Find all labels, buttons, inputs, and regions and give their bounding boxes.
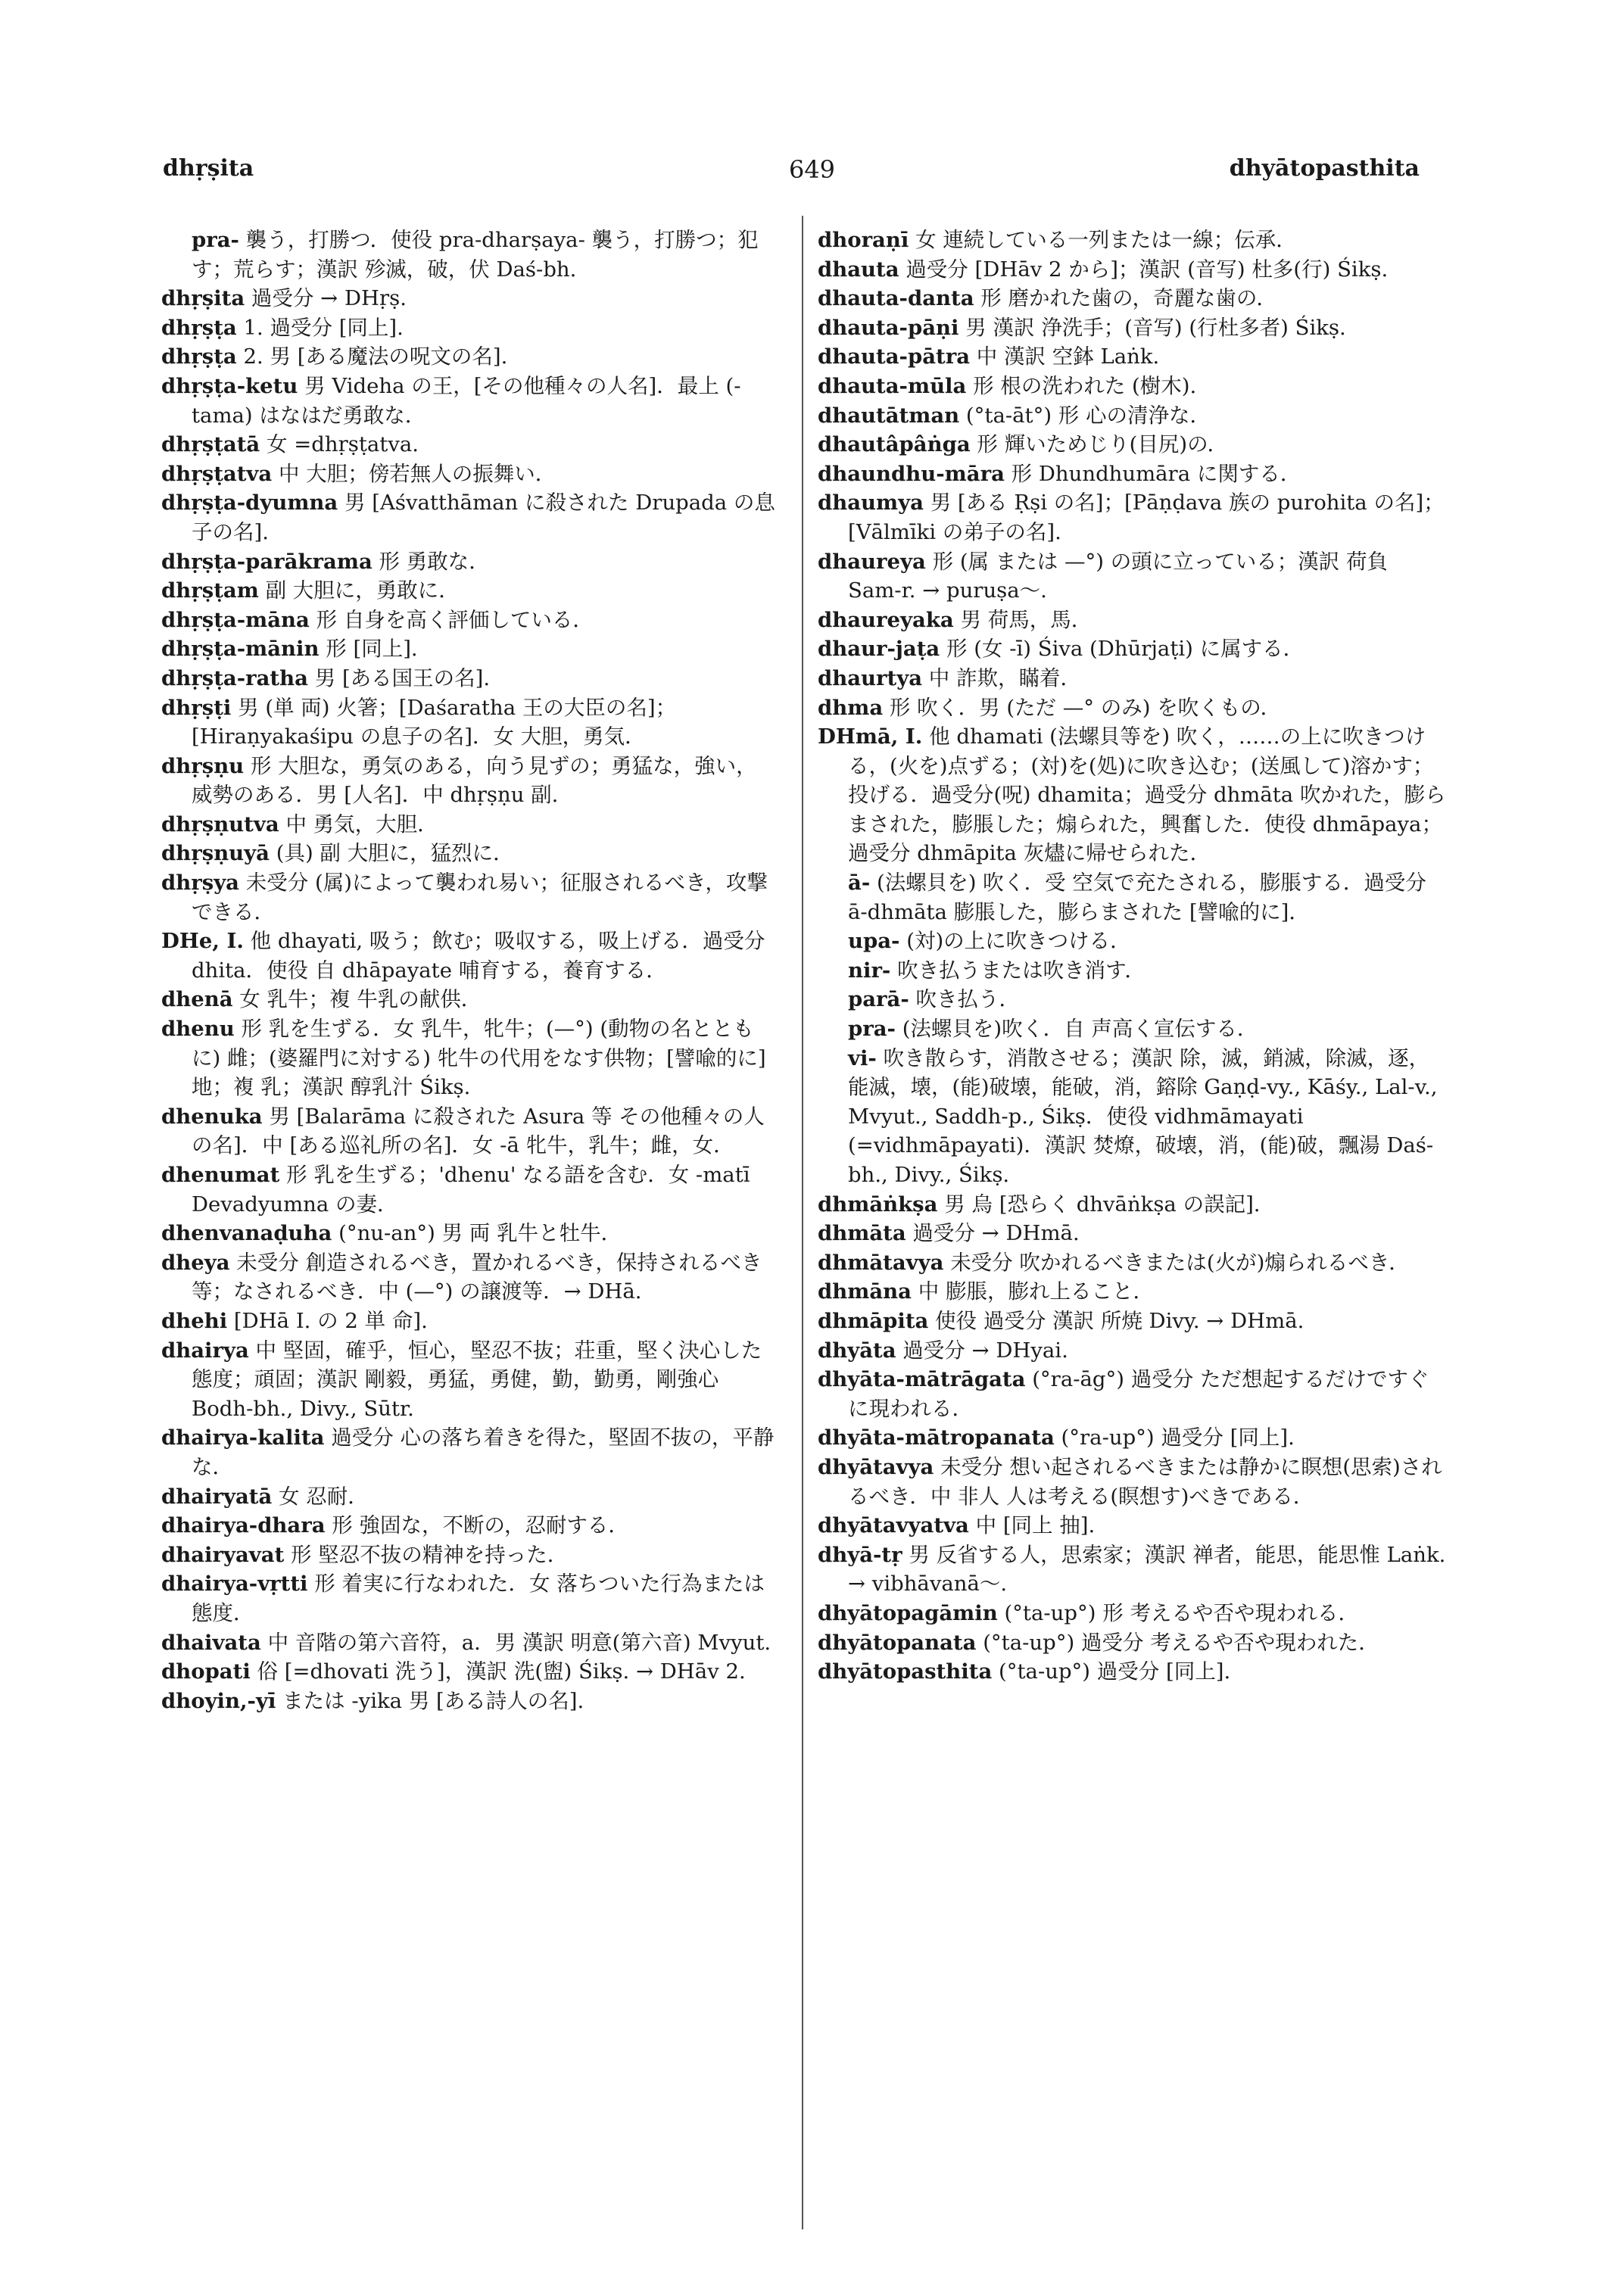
entry-headword: dhoraṇī (818, 228, 909, 252)
entry-headword: dhairya-vṛtti (161, 1572, 308, 1597)
entry-definition: 形 [同上]. (326, 637, 418, 662)
entry-definition: 男 (単 両) 火箸；[Daśaratha 王の大臣の名]；[Hiraṇyakaśipu の息子の名]．女 大胆，勇気． (192, 695, 677, 749)
entry-definition: 1. 過受分 [同上]. (243, 315, 404, 340)
left-column (161, 226, 776, 1715)
entry-definition: 男 [Aśvatthāman に殺された Drupada の息子の名]. (192, 491, 775, 544)
right-column (818, 226, 1446, 1687)
entry-headword: dhṛṣṭa-ratha (161, 665, 308, 690)
dictionary-entry (161, 342, 776, 372)
entry-definition: 形 磨かれた歯の，奇麗な歯の． (980, 286, 1277, 311)
entry-definition: (法螺貝を)吹く．自 声高く宣伝する． (902, 1017, 1258, 1042)
dictionary-entry (818, 1014, 1446, 1044)
dictionary-entry (161, 460, 776, 489)
entry-definition: 副 大胆に，勇敢に． (265, 578, 460, 603)
entry-headword: dhṛṣṭa-parākrama (161, 549, 372, 574)
dictionary-entry (818, 1599, 1446, 1628)
dictionary-entry (161, 1219, 776, 1248)
entry-definition: 吹き払うまたは吹き消す． (897, 958, 1146, 983)
entry-definition: (°ra-āg°) 過受分 ただ想起するだけですぐに現われる． (848, 1367, 1429, 1421)
dictionary-entry (161, 1482, 776, 1512)
dictionary-entry (161, 1511, 776, 1541)
dictionary-entry (818, 722, 1446, 868)
dictionary-entry (818, 430, 1446, 460)
column-divider (802, 216, 803, 2229)
entry-definition: (具) 副 大胆に，猛烈に． (276, 841, 514, 866)
entry-definition: 男 荷馬，馬． (960, 607, 1093, 632)
entry-headword: dhyātopasthita (818, 1659, 993, 1684)
entry-headword: dhaur-jaṭa (818, 637, 940, 662)
entry-definition: 形 大胆な，勇気のある，向う見ずの；勇猛な，強い，威勢のある．男 [人名]．中 dhṛṣṇu 副. (192, 753, 757, 808)
entry-definition: (°ta-up°) 形 考えるや否や現われる． (1004, 1600, 1359, 1625)
entry-headword: dhṛṣṭa-mānin (161, 637, 320, 662)
entry-headword: dhyāta-mātropanata (818, 1425, 1055, 1450)
entry-headword: dhaureya (818, 549, 926, 574)
entry-definition: 未受分 創造されるべき，置かれるべき，保持されるべき等；なされるべき．中 (—°) の譲渡等．→ DHā. (192, 1250, 762, 1304)
dictionary-entry (161, 1423, 776, 1481)
entry-headword: dhairyatā (161, 1484, 273, 1509)
entry-headword: DHe, I. (161, 929, 244, 954)
entry-headword: dhmāpita (818, 1308, 929, 1333)
dictionary-entry (818, 284, 1446, 313)
entry-headword: dhehi (161, 1308, 228, 1333)
entry-definition: 俗 [=dhovati 洗う]，漢訳 洗(盥) Śikṣ. → DHāv 2. (257, 1659, 746, 1684)
entry-headword: dhmāṅkṣa (818, 1192, 938, 1217)
entry-headword: dhaurtya (818, 665, 923, 690)
dictionary-entry (818, 985, 1446, 1014)
dictionary-entry (161, 606, 776, 635)
entry-headword: dhauta (818, 257, 899, 282)
entry-headword: dhairyavat (161, 1542, 285, 1567)
entry-definition: 形 乳を生ずる；'dhenu' なる語を含む．女 -matī Devadyumna の妻． (192, 1163, 750, 1217)
entry-headword: dhairya-dhara (161, 1513, 326, 1538)
entry-headword: dhṛṣya (161, 871, 239, 896)
entry-headword: dhṛṣṭa-dyumna (161, 491, 338, 516)
entry-definition: 襲う，打勝つ．使役 pra-dharṣaya- 襲う，打勝つ；犯す；荒らす；漢訳 殄滅，破，伏 Daś-bh. (192, 228, 759, 282)
entry-headword: dhṛṣṭa-ketu (161, 373, 298, 398)
entry-definition: 男 [Balarāma に殺された Asura 等 その他種々の人の名]．中 [ある巡礼所の名]．女 -ā 牝牛，乳牛；雌，女． (192, 1104, 765, 1158)
entry-headword: dhṛṣṭa-māna (161, 607, 310, 632)
entry-headword: nir- (848, 958, 891, 983)
entry-definition: 過受分 心の落ち着きを得た，堅固不抜の，平静な． (192, 1425, 775, 1479)
entry-headword: dhautâpâṅga (818, 432, 971, 457)
dictionary-entry (818, 488, 1446, 547)
entry-definition: 形 (属 または —°) の頭に立っている；漢訳 荷負 Sam-r. → puruṣa～. (848, 549, 1388, 603)
entry-definition: 過受分 → DHyai. (902, 1338, 1068, 1363)
dictionary-entry (818, 547, 1446, 606)
dictionary-entry (818, 956, 1446, 986)
dictionary-entry (161, 547, 776, 577)
entry-definition: 形 勇敢な． (379, 549, 490, 574)
dictionary-entry (161, 226, 776, 284)
dictionary-entry (818, 868, 1446, 927)
dictionary-entry (161, 488, 776, 547)
entry-definition: 中 膨脹，膨れ上ること． (918, 1279, 1154, 1304)
entry-definition: 中 [同上 抽]. (975, 1513, 1096, 1538)
dictionary-entry (161, 985, 776, 1014)
entry-definition: 未受分 (属)によって襲われ易い；征服されるべき，攻撃できる． (192, 871, 768, 924)
entry-headword: vi- (848, 1045, 877, 1070)
entry-headword: dhṛṣṇu (161, 753, 245, 778)
entry-headword: pra- (848, 1017, 896, 1042)
entry-headword: dhyātopagāmin (818, 1600, 998, 1625)
dictionary-entry (161, 634, 776, 664)
entry-headword: dhenā (161, 987, 233, 1012)
entry-headword: dhṛṣṭa (161, 315, 237, 340)
entry-definition: 中 堅固，確乎，恒心，堅忍不抜；荘重，堅く決心した態度；頑固；漢訳 剛毅，勇猛，勇健，勤，勤勇，剛強心 Bodh-bh., Divy., Sūtr. (192, 1338, 762, 1421)
dictionary-entry (818, 226, 1446, 255)
entry-definition: 吹き払う． (915, 987, 1021, 1012)
dictionary-entry (818, 1423, 1446, 1453)
dictionary-entry (818, 1657, 1446, 1687)
entry-headword: dhyātavya (818, 1454, 934, 1479)
dictionary-entry (818, 1541, 1446, 1599)
dictionary-entry (818, 1365, 1446, 1423)
dictionary-entry (818, 606, 1446, 635)
dictionary-entry (161, 693, 776, 752)
dictionary-entry (161, 1541, 776, 1570)
entry-headword: dhauta-pāṇi (818, 315, 959, 340)
entry-headword: dhairya (161, 1338, 249, 1363)
entry-headword: dhairya-kalita (161, 1425, 325, 1450)
entry-definition: 女 忍耐． (279, 1484, 369, 1509)
dictionary-entry (818, 1307, 1446, 1336)
dictionary-entry (818, 401, 1446, 431)
entry-headword: dhmāna (818, 1279, 912, 1304)
entry-definition: 女 =dhṛṣṭatva. (267, 432, 419, 457)
entry-headword: dhenuka (161, 1104, 263, 1129)
entry-headword: dhaundhu-māra (818, 461, 1005, 486)
entry-headword: dhaumya (818, 491, 924, 516)
dictionary-entry (161, 868, 776, 927)
entry-definition: 吹き散らす，消散させる；漢訳 除，滅，銷滅，除滅，逐，能滅，壊，(能)破壊，能破，消，鎔除 Gaṇḍ-vy., Kāśy., Lal-v., Mvyut., Saddh-p., Śikṣ．使役 vidhmāmayati (=vidhmāpayati)．漢訳 焚燎，破壊，消，(能)破，飄湯 Daś-bh., Divy., Śikṣ. (848, 1045, 1438, 1187)
entry-definition: 男 反省する人，思索家；漢訳 禅者，能思，能思惟 Laṅk. → vibhāvanā～. (848, 1542, 1446, 1597)
header-left-guide-word: dhṛṣita (163, 155, 254, 182)
entry-headword: dhenu (161, 1017, 235, 1042)
dictionary-entry (818, 634, 1446, 664)
entry-definition: 形 自身を高く評価している． (316, 607, 594, 632)
entry-definition: 形 (女 -ī) Śiva (Dhūrjaṭi) に属する． (946, 637, 1304, 662)
entry-headword: dhmāta (818, 1221, 906, 1246)
dictionary-entry (161, 430, 776, 460)
entry-headword: dhauta-pātra (818, 344, 971, 369)
entry-headword: dhautātman (818, 403, 960, 428)
entry-headword: dhmātavya (818, 1250, 944, 1275)
entry-definition: 形 乳を生ずる．女 乳牛，牝牛；(—°) (動物の名とともに) 雌；(婆羅門に対する) 牝牛の代用をなす供物；[譬喩的に] 地；複 乳；漢訳 醇乳汁 Śikṣ. (192, 1017, 766, 1100)
dictionary-entry (161, 372, 776, 430)
dictionary-entry (161, 1687, 776, 1716)
entry-headword: dhyātavyatva (818, 1513, 969, 1538)
entry-headword: dhṛṣṇuyā (161, 841, 270, 866)
dictionary-entry (161, 1336, 776, 1424)
entry-headword: dhṛṣṭatā (161, 432, 260, 457)
entry-definition: 形 根の洗われた (樹木). (973, 373, 1197, 398)
entry-headword: dhopati (161, 1659, 251, 1684)
dictionary-entry (161, 1014, 776, 1102)
entry-headword: DHmā, I. (818, 724, 923, 749)
entry-headword: dhṛṣṭi (161, 695, 232, 720)
dictionary-entry (818, 1219, 1446, 1248)
dictionary-entry (161, 927, 776, 985)
entry-definition: 中 大胆；傍若無人の振舞い． (278, 461, 556, 486)
entry-headword: parā- (848, 987, 909, 1012)
dictionary-entry (161, 576, 776, 606)
page-header (0, 155, 1624, 193)
dictionary-entry (818, 1628, 1446, 1658)
entry-definition: 中 漢訳 空鉢 Laṅk. (976, 344, 1160, 369)
dictionary-entry (818, 1277, 1446, 1307)
page-number: 649 (788, 155, 836, 184)
entry-headword: dhṛṣṭatva (161, 461, 273, 486)
dictionary-entry (818, 664, 1446, 693)
dictionary-entry (161, 810, 776, 840)
dictionary-entry (161, 664, 776, 693)
entry-headword: dhṛṣita (161, 286, 245, 311)
dictionary-entry (818, 255, 1446, 285)
entry-headword: upa- (848, 929, 900, 954)
dictionary-entry (161, 1102, 776, 1161)
entry-definition: 男 [ある Ṛṣi の名]；[Pāṇḍava 族の purohita の名]；[Vālmīki の弟子の名]. (848, 491, 1445, 544)
entry-headword: dheya (161, 1250, 230, 1275)
entry-definition: (°ta-up°) 過受分 [同上]. (999, 1659, 1231, 1684)
entry-definition: 未受分 吹かれるべきまたは(火が)煽られるべき． (950, 1250, 1410, 1275)
dictionary-entry (161, 1657, 776, 1687)
entry-definition: 未受分 想い起されるべきまたは静かに瞑想(思索)されるべき．中 非人 人は考える(瞑想す)べきである． (848, 1454, 1442, 1509)
entry-definition: 男 烏 [恐らく dhvāṅkṣa の誤記]. (944, 1192, 1261, 1217)
dictionary-entry (161, 313, 776, 343)
header-right-guide-word: dhyātopasthita (1229, 155, 1420, 182)
dictionary-entry (161, 1569, 776, 1628)
entry-headword: dhyātopanata (818, 1630, 977, 1655)
dictionary-entry (161, 284, 776, 313)
entry-definition: 過受分 → DHṛṣ. (251, 286, 407, 311)
entry-headword: dhṛṣṇutva (161, 812, 279, 837)
entry-definition: 女 連続している一列または一線；伝承． (915, 228, 1297, 252)
entry-headword: dhṛṣṭam (161, 578, 259, 603)
entry-definition: (°ra-up°) 過受分 [同上]. (1061, 1425, 1295, 1450)
entry-definition: 他 dhamati (法螺貝等を) 吹く，……の上に吹きつける，(火を)点ずる；(対)を(処)に吹き込む；(送風して)溶かす；投げる．過受分(呪) dhamita；過受分 dhmāta 吹かれた，膨らまされた，膨脹した；煽られた，興奮した．使役 dhmāpaya；過受分 dhmāpita 灰燼に帰せられた． (848, 724, 1446, 866)
dictionary-entry (161, 1248, 776, 1307)
dictionary-entry (818, 1511, 1446, 1541)
entry-definition: (°ta-up°) 過受分 考えるや否や現われた． (983, 1630, 1379, 1655)
dictionary-entry (818, 1453, 1446, 1511)
entry-definition: 男 Videha の王，[その他種々の人名]．最上 (-tama) はなはだ勇敢な． (192, 373, 741, 428)
entry-definition: 使役 過受分 漢訳 所焼 Divy. → DHmā. (935, 1308, 1304, 1333)
entry-headword: ā- (848, 871, 871, 896)
entry-headword: dhyā-tṛ (818, 1542, 902, 1567)
entry-definition: [DHā I. の 2 単 命]. (233, 1308, 428, 1333)
entry-definition: 男 [ある国王の名]. (314, 665, 491, 690)
entry-definition: (法螺貝を) 吹く．受 空気で充たされる，膨脹する．過受分 ā-dhmāta 膨脹した，膨らまされた [譬喩的に]． (848, 871, 1426, 924)
dictionary-entry (818, 1044, 1446, 1190)
entry-definition: 過受分 → DHmā. (912, 1221, 1080, 1246)
entry-definition: 中 詐欺，瞞着． (928, 665, 1082, 690)
entry-headword: dhaivata (161, 1630, 261, 1655)
entry-definition: 過受分 [DHāv 2 から]；漢訳 (音写) 杜多(行) Śikṣ. (906, 257, 1389, 282)
entry-headword: dhṛṣṭa (161, 344, 237, 369)
entry-headword: dhauta-mūla (818, 373, 967, 398)
entry-headword: dhyāta (818, 1338, 896, 1363)
dictionary-entry (818, 342, 1446, 372)
entry-headword: dhenumat (161, 1163, 280, 1187)
entry-definition: 形 堅忍不抜の精神を持った． (291, 1542, 569, 1567)
entry-definition: 2. 男 [ある魔法の呪文の名]. (243, 344, 508, 369)
dictionary-entry (818, 1190, 1446, 1220)
dictionary-entry (818, 1336, 1446, 1366)
entry-headword: dhma (818, 695, 884, 720)
entry-definition: 形 Dhundhumāra に関する． (1011, 461, 1301, 486)
dictionary-entry (818, 927, 1446, 956)
entry-definition: 形 吹く．男 (ただ —° のみ) を吹くもの． (889, 695, 1282, 720)
dictionary-entry (161, 839, 776, 868)
entry-definition: または -yika 男 [ある詩人の名]. (282, 1688, 584, 1713)
entry-definition: 他 dhayati, 吸う；飲む；吸収する，吸上げる．過受分 dhita．使役 自 dhāpayate 哺育する，養育する． (192, 929, 765, 983)
entry-definition: 形 着実に行なわれた．女 落ちついた行為または態度． (192, 1572, 765, 1625)
entry-definition: (対)の上に吹きつける． (906, 929, 1131, 954)
dictionary-entry (161, 1307, 776, 1336)
entry-definition: 中 音階の第六音符，a．男 漢訳 明意(第六音) Mvyut. (267, 1630, 771, 1655)
entry-definition: (°ta-āt°) 形 心の清浄な． (965, 403, 1211, 428)
entry-headword: dhenvanaḍuha (161, 1221, 332, 1246)
entry-definition: 形 輝いためじり(目尻)の． (977, 432, 1229, 457)
dictionary-entry (818, 693, 1446, 723)
entry-definition: 形 強固な，不断の，忍耐する． (332, 1513, 629, 1538)
dictionary-entry (818, 1248, 1446, 1278)
dictionary-entry (161, 1628, 776, 1658)
dictionary-entry (161, 1161, 776, 1219)
entry-headword: dhoyin,-yī (161, 1688, 276, 1713)
entry-headword: dhaureyaka (818, 607, 954, 632)
entry-definition: 女 乳牛；複 牛乳の献供． (239, 987, 482, 1012)
dictionary-entry (818, 372, 1446, 401)
dictionary-entry (818, 313, 1446, 343)
entry-headword: dhauta-danta (818, 286, 974, 311)
entry-definition: (°nu-an°) 男 両 乳牛と牡牛． (338, 1221, 622, 1246)
dictionary-entry (161, 752, 776, 810)
entry-definition: 中 勇気，大胆． (285, 812, 438, 837)
dictionary-entry (818, 460, 1446, 489)
entry-headword: dhyāta-mātrāgata (818, 1367, 1026, 1392)
entry-definition: 男 漢訳 浄洗手；(音写) (行杜多者) Śikṣ. (965, 315, 1346, 340)
entry-headword: pra- (192, 228, 239, 252)
